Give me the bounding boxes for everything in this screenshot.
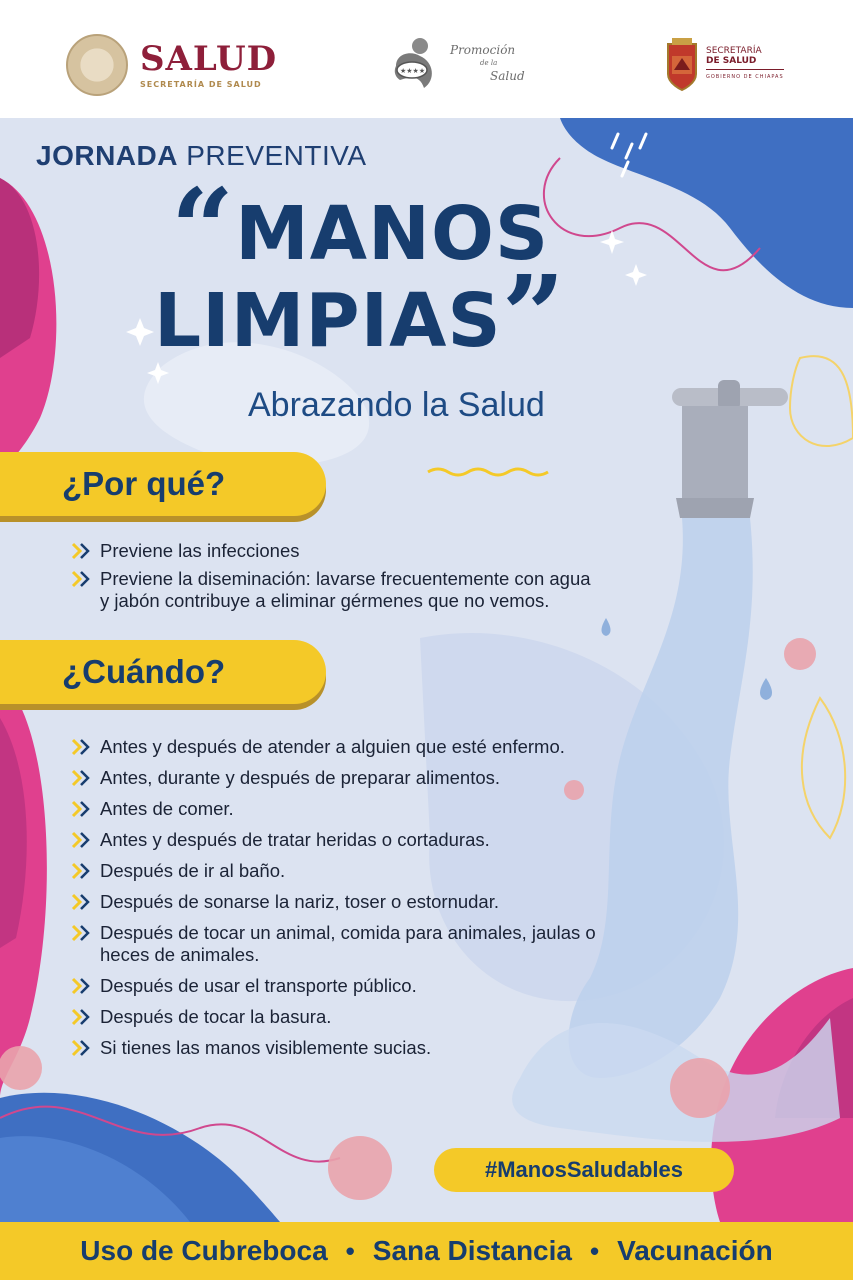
footer-separator: • bbox=[345, 1235, 355, 1266]
list-item-text-cont: heces de animales. bbox=[100, 944, 260, 965]
list-item-text: Antes y después de tratar heridas o cortaduras. bbox=[100, 829, 490, 850]
por-que-heading: ¿Por qué? bbox=[62, 465, 226, 502]
chiapas-logo-line1: SECRETARÍA bbox=[706, 46, 762, 56]
list-item bbox=[70, 568, 591, 612]
list-item-text: Después de usar el transporte público. bbox=[100, 975, 417, 996]
poster-body bbox=[0, 118, 853, 1222]
chiapas-logo-line2: DE SALUD bbox=[706, 56, 757, 66]
bullet-arrow-icon bbox=[70, 541, 94, 561]
footer-item-vacunacion: Vacunación bbox=[617, 1235, 773, 1266]
salud-logo bbox=[66, 34, 277, 96]
promocion-logo-line3: Salud bbox=[490, 68, 525, 83]
list-item bbox=[70, 1006, 596, 1028]
promocion-logo bbox=[390, 36, 525, 90]
list-item bbox=[70, 860, 596, 882]
cuando-list bbox=[70, 736, 596, 1059]
bullet-arrow-icon bbox=[70, 1007, 94, 1027]
promocion-logo-line1: Promoción bbox=[450, 42, 516, 57]
list-item bbox=[70, 922, 596, 966]
jornada-kicker-light: PREVENTIVA bbox=[186, 140, 367, 171]
promocion-logo-icon bbox=[390, 36, 442, 90]
list-item bbox=[70, 829, 596, 851]
bullet-arrow-icon bbox=[70, 923, 94, 943]
salud-logo-subtitle: SECRETARÍA DE SALUD bbox=[140, 79, 262, 89]
bullet-arrow-icon bbox=[70, 737, 94, 757]
footer-bar bbox=[0, 1222, 853, 1280]
bullet-arrow-icon bbox=[70, 861, 94, 881]
bullet-arrow-icon bbox=[70, 569, 94, 589]
open-quote: “ bbox=[170, 164, 236, 293]
list-item-text: Antes, durante y después de preparar alimentos. bbox=[100, 767, 501, 788]
seal-icon bbox=[66, 34, 128, 96]
list-item-text: Después de sonarse la nariz, toser o estornudar. bbox=[100, 891, 500, 912]
salud-logo-title: SALUD bbox=[140, 38, 278, 79]
list-item-text: Antes y después de atender a alguien que esté enfermo. bbox=[100, 736, 565, 757]
list-item-text: Después de tocar la basura. bbox=[100, 1006, 332, 1027]
list-item-text: Previene la diseminación: lavarse frecuentemente con agua bbox=[100, 568, 591, 589]
hashtag-badge: #ManosSaludables bbox=[434, 1148, 734, 1192]
por-que-list bbox=[70, 540, 591, 612]
list-item-text: Después de tocar un animal, comida para animales, jaulas o bbox=[100, 922, 596, 943]
chiapas-shield-icon bbox=[664, 36, 700, 92]
bullet-arrow-icon bbox=[70, 1038, 94, 1058]
list-item bbox=[70, 736, 596, 758]
chiapas-logo bbox=[664, 36, 784, 92]
cuando-heading-pill bbox=[0, 640, 326, 704]
title-line2: LIMPIAS bbox=[154, 278, 502, 364]
subtitle: Abrazando la Salud bbox=[248, 386, 545, 424]
bullet-arrow-icon bbox=[70, 892, 94, 912]
bullet-arrow-icon bbox=[70, 799, 94, 819]
jornada-kicker-bold: JORNADA bbox=[36, 140, 178, 171]
list-item-text-cont: y jabón contribuye a eliminar gérmenes que no vemos. bbox=[100, 590, 550, 611]
list-item bbox=[70, 798, 596, 820]
list-item bbox=[70, 540, 591, 562]
list-item-text: Antes de comer. bbox=[100, 798, 234, 819]
footer-separator: • bbox=[589, 1235, 600, 1266]
chiapas-logo-line3: GOBIERNO DE CHIAPAS bbox=[706, 69, 784, 82]
title-line1: MANOS bbox=[235, 191, 550, 277]
list-item bbox=[70, 975, 596, 997]
bullet-arrow-icon bbox=[70, 830, 94, 850]
list-item bbox=[70, 767, 596, 789]
list-item bbox=[70, 1037, 596, 1059]
svg-text:★★★★: ★★★★ bbox=[400, 67, 426, 75]
close-quote: ” bbox=[501, 251, 566, 380]
list-item-text: Previene las infecciones bbox=[100, 540, 300, 561]
list-item-text: Después de ir al baño. bbox=[100, 860, 286, 881]
cuando-heading: ¿Cuándo? bbox=[62, 653, 226, 690]
main-title bbox=[100, 164, 620, 380]
promocion-logo-line2: de la bbox=[480, 58, 498, 67]
list-item bbox=[70, 891, 596, 913]
list-item-text: Si tienes las manos visiblemente sucias. bbox=[100, 1037, 432, 1058]
bullet-arrow-icon bbox=[70, 768, 94, 788]
footer-item-sana-distancia: Sana Distancia bbox=[372, 1235, 572, 1266]
por-que-heading-pill bbox=[0, 452, 326, 516]
footer-item-cubreboca: Uso de Cubreboca bbox=[80, 1235, 328, 1266]
bullet-arrow-icon bbox=[70, 976, 94, 996]
logo-header bbox=[0, 0, 853, 118]
